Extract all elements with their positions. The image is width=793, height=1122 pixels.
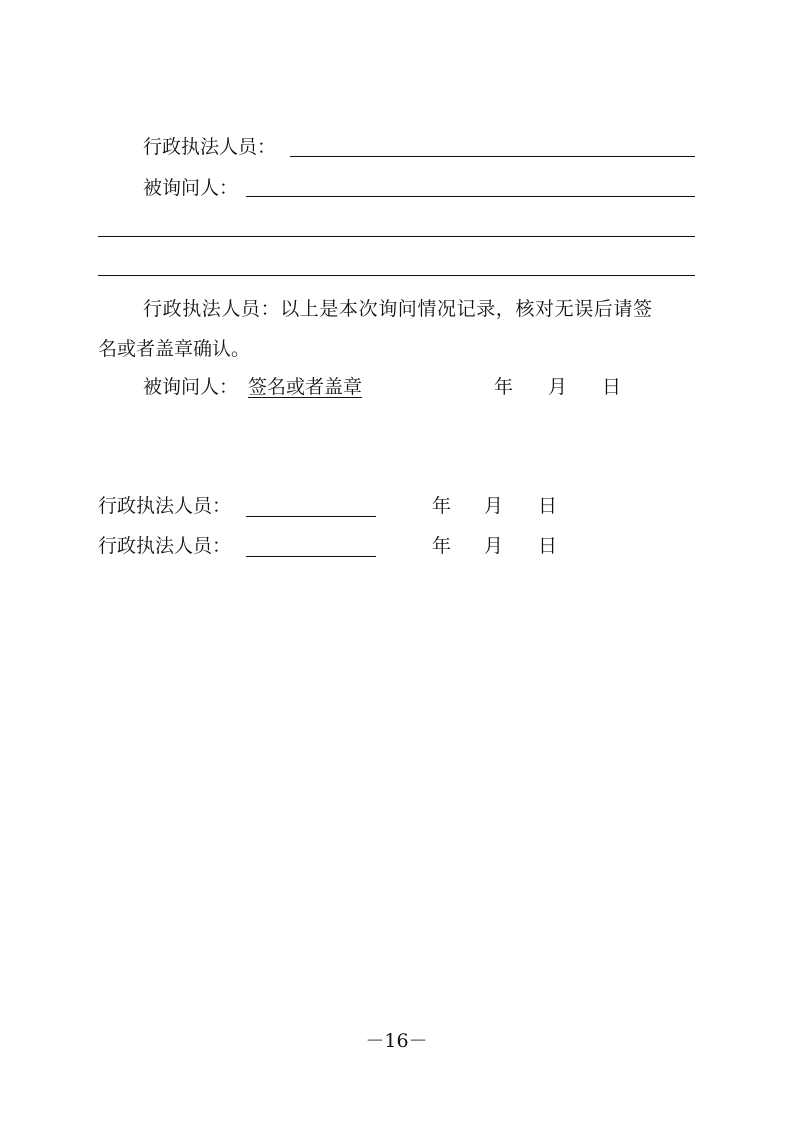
officer-sign-year-1: 年	[432, 495, 452, 517]
officer-sign-label-1: 行政执法人员：	[98, 495, 232, 517]
interviewee-day: 日	[602, 376, 622, 398]
officer-sign-year-2: 年	[432, 535, 452, 557]
interviewee-sign-text[interactable]: 签名或者盖章	[248, 376, 363, 398]
officer-label-1: 行政执法人员：	[143, 136, 277, 158]
interviewee-signature-line[interactable]	[246, 196, 695, 197]
interviewee-year: 年	[494, 376, 514, 398]
blank-line-2[interactable]	[98, 275, 695, 276]
officer-sign-line-1[interactable]	[246, 516, 376, 517]
page-number: －16－	[365, 1030, 428, 1052]
statement-line-2: 名或者盖章确认。	[98, 338, 251, 360]
officer-signature-line[interactable]	[290, 156, 695, 157]
interviewee-label-1: 被询问人：	[143, 177, 239, 199]
interviewee-month: 月	[548, 376, 568, 398]
officer-sign-month-1: 月	[484, 495, 504, 517]
officer-sign-label-2: 行政执法人员：	[98, 535, 232, 557]
officer-sign-day-1: 日	[538, 495, 558, 517]
officer-sign-day-2: 日	[538, 535, 558, 557]
blank-line-1[interactable]	[98, 236, 695, 237]
interviewee-label-2: 被询问人：	[143, 376, 239, 398]
statement-line-1: 行政执法人员：以上是本次询问情况记录，核对无误后请签	[143, 298, 653, 320]
officer-sign-month-2: 月	[484, 535, 504, 557]
officer-sign-line-2[interactable]	[246, 556, 376, 557]
